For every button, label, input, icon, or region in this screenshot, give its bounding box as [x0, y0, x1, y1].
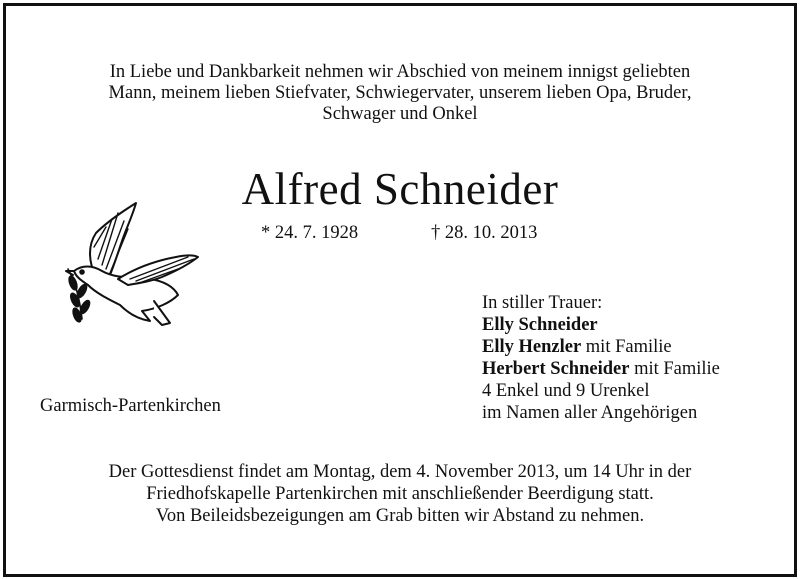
mourner-name: Elly Schneider [482, 315, 598, 335]
mourner-suffix: mit Familie [629, 359, 720, 379]
mourner-name: Elly Henzler [482, 337, 582, 357]
service-line: Der Gottesdienst findet am Montag, dem 4. November 2013, um 14 Uhr in der [108, 462, 692, 482]
mourner-line [482, 336, 720, 358]
mourners-list [482, 292, 720, 424]
mourner-line: 4 Enkel und 9 Urenkel [482, 381, 650, 401]
death-date: † 28. 10. 2013 [431, 223, 538, 243]
mourner-name: Herbert Schneider [482, 359, 630, 379]
intro-line: Mann, meinem lieben Stiefvater, Schwiegervater, unserem lieben Opa, Bruder, [108, 83, 692, 103]
mourner-line [482, 314, 720, 336]
deceased-name: Alfred Schneider [241, 164, 559, 214]
service-line: Von Beileidsbezeigungen am Grab bitten wir Abstand zu nehmen. [155, 506, 645, 526]
dove-with-olive-branch-icon [58, 199, 200, 331]
obituary-notice [3, 3, 797, 577]
place-name: Garmisch-Partenkirchen [40, 396, 221, 416]
mourner-line: im Namen aller Angehörigen [482, 403, 698, 423]
mourner-line [482, 358, 720, 380]
mourner-suffix: mit Familie [581, 337, 672, 357]
service-info [6, 461, 794, 527]
birth-date: * 24. 7. 1928 [261, 223, 359, 243]
intro-line: Schwager und Onkel [322, 104, 478, 124]
service-line: Friedhofskapelle Partenkirchen mit anschließender Beerdigung statt. [146, 484, 654, 504]
intro-text [6, 62, 794, 125]
mourners-heading: In stiller Trauer: [482, 293, 603, 313]
intro-line: In Liebe und Dankbarkeit nehmen wir Abschied von meinem innigst geliebten [109, 62, 691, 82]
